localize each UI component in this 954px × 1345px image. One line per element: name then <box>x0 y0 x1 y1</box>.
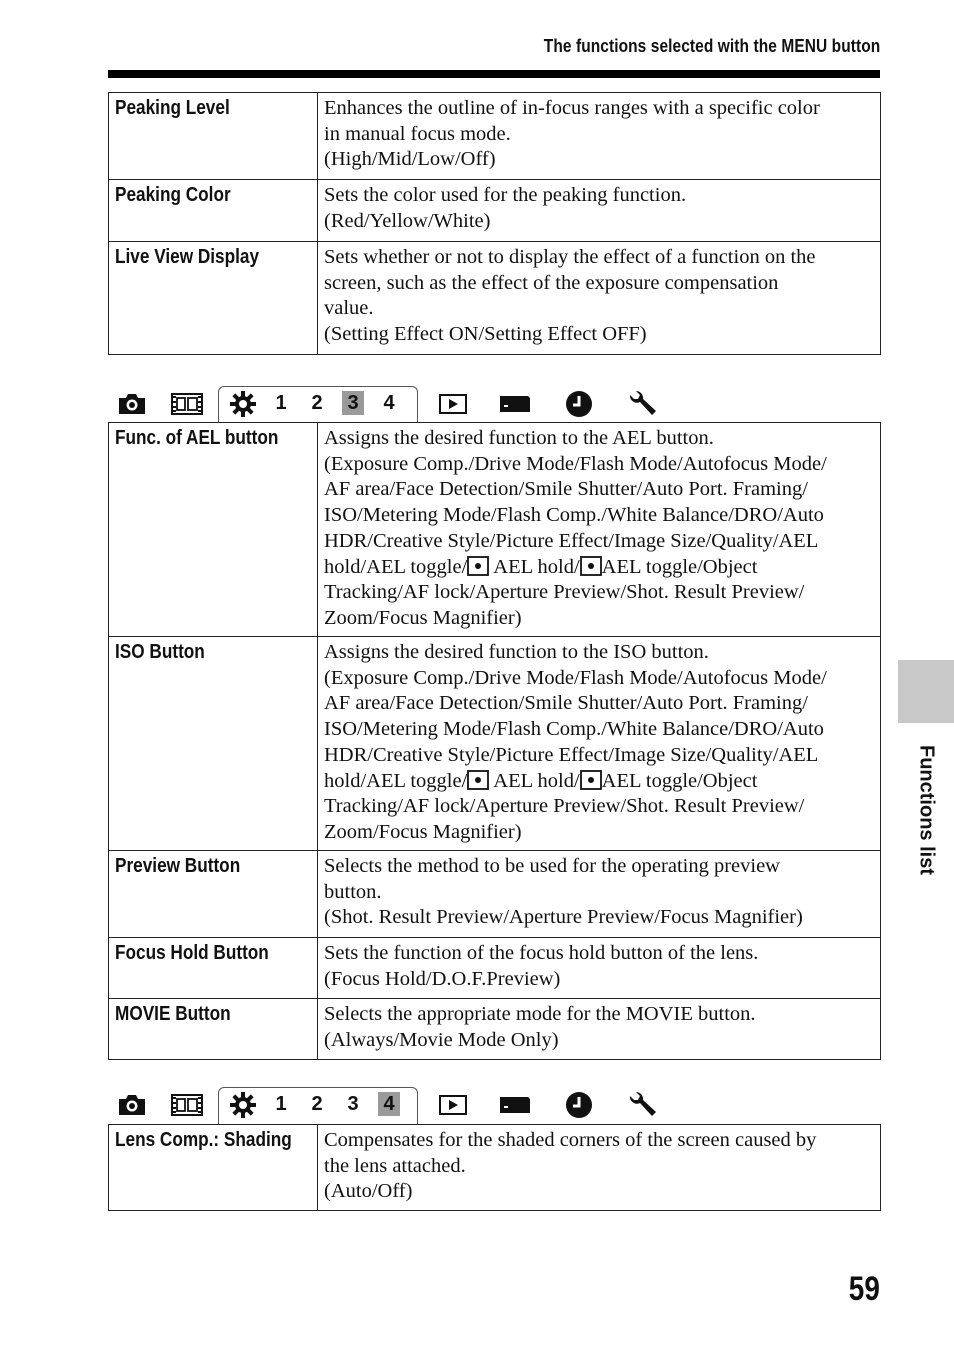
functions-table-1 <box>108 92 881 355</box>
function-description: Selects the appropriate mode for the MOVIE button. <box>324 1003 756 1025</box>
function-description: value. <box>324 297 374 320</box>
function-options: Zoom/Focus Magnifier) <box>324 606 522 629</box>
function-options: HDR/Creative Style/Picture Effect/Image Size/Quality/AEL <box>324 743 819 766</box>
function-options: (Focus Hold/D.O.F.Preview) <box>324 967 561 990</box>
function-options: ISO/Metering Mode/Flash Comp./White Balance/DRO/Auto <box>324 504 824 527</box>
function-options: (Setting Effect ON/Setting Effect OFF) <box>324 323 647 346</box>
function-name: Lens Comp.: Shading <box>115 1129 292 1151</box>
spot-metering-icon <box>467 556 489 576</box>
camera-icon <box>116 1093 148 1117</box>
functions-table-3 <box>108 1124 881 1211</box>
memory-card-icon <box>498 392 532 416</box>
function-options: hold/AEL toggle/ AEL hold/ AEL toggle/Object <box>324 769 758 792</box>
function-description: Compensates for the shaded corners of the screen caused by <box>324 1129 817 1151</box>
table-row <box>109 242 881 355</box>
clock-icon <box>564 392 594 416</box>
function-options: ISO/Metering Mode/Flash Comp./White Balance/DRO/Auto <box>324 718 824 741</box>
function-description: screen, such as the effect of the exposure compensation <box>324 271 779 294</box>
function-description: the lens attached. <box>324 1154 466 1177</box>
function-options: (Red/Yellow/White) <box>324 209 491 232</box>
spot-metering-icon <box>467 770 489 790</box>
function-description: Enhances the outline of in-focus ranges with a specific color <box>324 97 820 119</box>
wrench-icon <box>626 1093 658 1117</box>
table-row <box>109 423 881 637</box>
page-header-title: The functions selected with the MENU button <box>543 36 880 56</box>
table-row <box>109 851 881 938</box>
memory-card-icon <box>498 1093 532 1117</box>
function-description: Sets whether or not to display the effect of a function on the <box>324 246 816 268</box>
function-description: button. <box>324 880 382 903</box>
tab-page-3[interactable]: 3 <box>342 391 364 415</box>
wrench-icon <box>626 392 658 416</box>
function-name: ISO Button <box>115 641 205 663</box>
function-name: Peaking Color <box>115 184 231 206</box>
function-options: AF area/Face Detection/Smile Shutter/Auto Port. Framing/ <box>324 692 808 715</box>
functions-table-2 <box>108 422 881 1060</box>
function-options: AF area/Face Detection/Smile Shutter/Auto Port. Framing/ <box>324 478 808 501</box>
table-row <box>109 938 881 999</box>
camera-icon <box>116 392 148 416</box>
function-options: HDR/Creative Style/Picture Effect/Image Size/Quality/AEL <box>324 529 819 552</box>
menu-tab-bar <box>108 1087 881 1123</box>
tab-page-1[interactable]: 1 <box>275 1093 287 1115</box>
function-description: Selects the method to be used for the operating preview <box>324 855 780 877</box>
function-description: Sets the function of the focus hold button of the lens. <box>324 942 759 964</box>
tab-page-4[interactable]: 4 <box>378 1092 400 1116</box>
function-options: Tracking/AF lock/Aperture Preview/Shot. Result Preview/ <box>324 581 805 604</box>
tab-page-1[interactable]: 1 <box>275 392 287 414</box>
playback-icon <box>438 1093 468 1117</box>
function-options: hold/AEL toggle/ AEL hold/ AEL toggle/Object <box>324 555 758 578</box>
header-rule <box>108 70 880 78</box>
function-description: in manual focus mode. <box>324 122 511 145</box>
spot-metering-icon <box>580 556 602 576</box>
function-description: Assigns the desired function to the AEL button. <box>324 427 714 449</box>
function-options: (Exposure Comp./Drive Mode/Flash Mode/Autofocus Mode/ <box>324 666 827 689</box>
side-index-label: Functions list <box>915 745 938 875</box>
gear-icon <box>228 392 258 416</box>
function-options: (Auto/Off) <box>324 1180 413 1203</box>
movie-film-icon <box>170 1093 204 1117</box>
table-row <box>109 637 881 851</box>
table-row <box>109 93 881 180</box>
function-name: Func. of AEL button <box>115 427 279 449</box>
tab-page-2[interactable]: 2 <box>311 1093 323 1115</box>
table-row <box>109 1125 881 1211</box>
clock-icon <box>564 1093 594 1117</box>
function-description: Sets the color used for the peaking function. <box>324 184 687 206</box>
side-index-tab <box>898 660 954 723</box>
function-options: Tracking/AF lock/Aperture Preview/Shot. Result Preview/ <box>324 795 805 818</box>
menu-tab-bar <box>108 386 881 422</box>
playback-icon <box>438 392 468 416</box>
function-name: Live View Display <box>115 246 260 268</box>
function-options: Zoom/Focus Magnifier) <box>324 820 522 843</box>
function-options: (Shot. Result Preview/Aperture Preview/Focus Magnifier) <box>324 906 803 929</box>
function-name: Focus Hold Button <box>115 942 269 964</box>
function-description: Assigns the desired function to the ISO button. <box>324 641 709 663</box>
function-options: (High/Mid/Low/Off) <box>324 148 496 171</box>
movie-film-icon <box>170 392 204 416</box>
table-row <box>109 999 881 1060</box>
table-row <box>109 180 881 242</box>
gear-icon <box>228 1093 258 1117</box>
function-name: MOVIE Button <box>115 1003 231 1025</box>
tab-page-3[interactable]: 3 <box>347 1093 359 1115</box>
spot-metering-icon <box>580 770 602 790</box>
tab-page-4[interactable]: 4 <box>383 392 395 414</box>
function-name: Preview Button <box>115 855 241 877</box>
function-name: Peaking Level <box>115 97 230 119</box>
tab-page-2[interactable]: 2 <box>311 392 323 414</box>
function-options: (Exposure Comp./Drive Mode/Flash Mode/Autofocus Mode/ <box>324 452 827 475</box>
page-number: 59 <box>848 1270 880 1308</box>
function-options: (Always/Movie Mode Only) <box>324 1028 559 1051</box>
